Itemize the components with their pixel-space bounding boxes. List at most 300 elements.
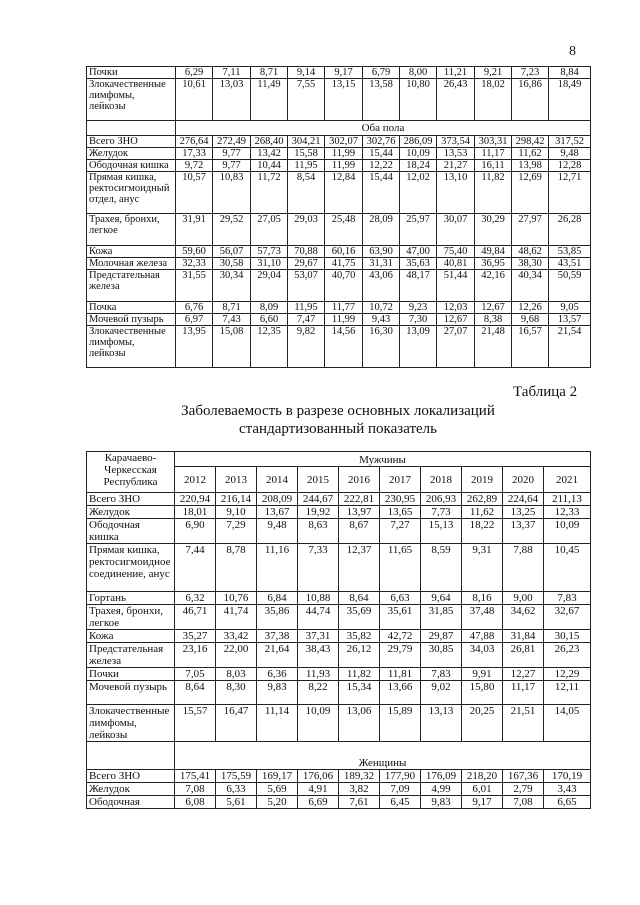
- table1-cell: 12,69: [512, 172, 549, 214]
- table2-cell: 8,67: [339, 519, 380, 544]
- table2-cell: 11,14: [257, 705, 298, 742]
- table1-cell: 11,99: [325, 148, 363, 160]
- table1-cell: 48,62: [512, 246, 549, 258]
- table1-row-label: Кожа: [87, 246, 176, 258]
- table2-cell: 12,11: [544, 681, 591, 705]
- table1-row: [87, 79, 591, 121]
- table1-cell: 49,84: [475, 246, 512, 258]
- table2-cell: 6,45: [380, 796, 421, 809]
- table2-cell: 15,57: [175, 705, 216, 742]
- table2-cell: 35,27: [175, 630, 216, 643]
- table2-cell: 8,16: [462, 592, 503, 605]
- table2-cell: 26,81: [503, 643, 544, 668]
- table2-row: [87, 493, 591, 506]
- table2-cell: 7,73: [421, 506, 462, 519]
- table1-row: [87, 246, 591, 258]
- table1-cell: 7,43: [213, 314, 251, 326]
- table1-cell: 13,98: [512, 160, 549, 172]
- table2-row-label: Прямая кишка, ректосигмоидное соединение, анус: [87, 544, 175, 592]
- table2-cell: 224,64: [503, 493, 544, 506]
- table2-row: [87, 544, 591, 592]
- table2-cell: 41,74: [216, 605, 257, 630]
- table1-cell: 9,14: [288, 67, 325, 79]
- table1-cell: 11,99: [325, 160, 363, 172]
- table1-cell: 15,44: [363, 172, 400, 214]
- table1-cell: 9,17: [325, 67, 363, 79]
- table2-cell: 6,84: [257, 592, 298, 605]
- table-2-subtitle: стандартизованный показатель: [238, 421, 438, 437]
- table2-cell: 4,99: [421, 783, 462, 796]
- table2-cell: 31,85: [421, 605, 462, 630]
- table1-cell: 8,71: [251, 67, 288, 79]
- table2-cell: 7,33: [298, 544, 339, 592]
- table2-cell: 11,65: [380, 544, 421, 592]
- table2-cell: 7,27: [380, 519, 421, 544]
- table1-cell: 40,70: [325, 270, 363, 302]
- table1-cell: 8,38: [475, 314, 512, 326]
- table1-cell: 29,52: [213, 214, 251, 246]
- table2-cell: 3,43: [544, 783, 591, 796]
- table1-cell: 18,49: [549, 79, 591, 121]
- table1-cell: 6,29: [176, 67, 213, 79]
- table1-row: [87, 160, 591, 172]
- table1-cell: 31,31: [363, 258, 400, 270]
- table2-cell: 177,90: [380, 770, 421, 783]
- table2-cell: 5,20: [257, 796, 298, 809]
- table2-cell: 13,67: [257, 506, 298, 519]
- table2-cell: 189,32: [339, 770, 380, 783]
- table1-row: [87, 148, 591, 160]
- table1-cell: 32,33: [176, 258, 213, 270]
- table1-row-label: Злокачественные лимфомы, лейкозы: [87, 79, 176, 121]
- table2-cell: 12,27: [503, 668, 544, 681]
- table1-row: [87, 258, 591, 270]
- table1-cell: 21,27: [437, 160, 475, 172]
- table1-cell: 9,72: [176, 160, 213, 172]
- table2-cell: 11,62: [462, 506, 503, 519]
- table2-year: 2015: [298, 467, 339, 493]
- table2-cell: 167,36: [503, 770, 544, 783]
- table1-cell: 9,48: [549, 148, 591, 160]
- table2-cell: 7,88: [503, 544, 544, 592]
- table2-cell: 9,64: [421, 592, 462, 605]
- table2-cell: 33,42: [216, 630, 257, 643]
- table2-cell: 6,65: [544, 796, 591, 809]
- table2-cell: 14,05: [544, 705, 591, 742]
- table2-cell: 18,01: [175, 506, 216, 519]
- table1-cell: 12,84: [325, 172, 363, 214]
- table1-cell: 302,07: [325, 136, 363, 148]
- table1-row-label: Желудок: [87, 148, 176, 160]
- table1-cell: 12,02: [400, 172, 437, 214]
- table1-row-label: Мочевой пузырь: [87, 314, 176, 326]
- table1-cell: 13,53: [437, 148, 475, 160]
- table2-row: [87, 705, 591, 742]
- table2-row-label: Желудок: [87, 506, 175, 519]
- table1-row: [87, 314, 591, 326]
- table1-cell: 10,44: [251, 160, 288, 172]
- table2-cell: 7,44: [175, 544, 216, 592]
- table1-row: [87, 136, 591, 148]
- table1-cell: 13,15: [325, 79, 363, 121]
- table-2-title: Заболеваемость в разрезе основных локализаций: [181, 403, 495, 419]
- table1-cell: 16,30: [363, 326, 400, 368]
- table2-cell: 37,38: [257, 630, 298, 643]
- table2-cell: 230,95: [380, 493, 421, 506]
- table2-cell: 35,61: [380, 605, 421, 630]
- table1-cell: 7,30: [400, 314, 437, 326]
- table2-year: 2021: [544, 467, 591, 493]
- table2-cell: 30,15: [544, 630, 591, 643]
- table1-cell: 42,16: [475, 270, 512, 302]
- table1-cell: 8,00: [400, 67, 437, 79]
- table1-cell: 13,58: [363, 79, 400, 121]
- table1-cell: 16,86: [512, 79, 549, 121]
- table1-cell: 29,67: [288, 258, 325, 270]
- table1-cell: 303,31: [475, 136, 512, 148]
- table1-cell: 9,43: [363, 314, 400, 326]
- table2-row-label: Мочевой пузырь: [87, 681, 175, 705]
- table2-cell: 11,17: [503, 681, 544, 705]
- table-1-continued: [86, 66, 591, 368]
- table1-cell: 30,58: [213, 258, 251, 270]
- table2-cell: 10,45: [544, 544, 591, 592]
- table2-cell: 6,90: [175, 519, 216, 544]
- table1-row-label: Ободочная кишка: [87, 160, 176, 172]
- table1-cell: 9,77: [213, 160, 251, 172]
- table1-cell: 272,49: [213, 136, 251, 148]
- table2-cell: 13,25: [503, 506, 544, 519]
- table2-row-label: Ободочная кишка: [87, 519, 175, 544]
- table2-row: [87, 770, 591, 783]
- table2-cell: 13,97: [339, 506, 380, 519]
- table2-cell: 10,09: [298, 705, 339, 742]
- table2-row: [87, 681, 591, 705]
- table1-cell: 13,95: [176, 326, 213, 368]
- table2-cell: 12,37: [339, 544, 380, 592]
- table2-cell: 42,72: [380, 630, 421, 643]
- table2-cell: 21,51: [503, 705, 544, 742]
- table1-row-label: Трахея, бронхи, легкое: [87, 214, 176, 246]
- table2-cell: 15,34: [339, 681, 380, 705]
- table2-row: [87, 796, 591, 809]
- table1-cell: 38,30: [512, 258, 549, 270]
- table1-cell: 12,03: [437, 302, 475, 314]
- table1-cell: 15,08: [213, 326, 251, 368]
- table1-cell: 48,17: [400, 270, 437, 302]
- table2-row: [87, 592, 591, 605]
- table1-row: [87, 302, 591, 314]
- table2-cell: 6,69: [298, 796, 339, 809]
- table1-cell: 41,75: [325, 258, 363, 270]
- table2-cell: 12,33: [544, 506, 591, 519]
- table1-cell: 60,16: [325, 246, 363, 258]
- table2-cell: 16,47: [216, 705, 257, 742]
- table1-cell: 8,71: [213, 302, 251, 314]
- table1-cell: 10,61: [176, 79, 213, 121]
- table1-cell: 16,57: [512, 326, 549, 368]
- table1-row: [87, 67, 591, 79]
- table2-cell: 11,16: [257, 544, 298, 592]
- table2-cell: 8,22: [298, 681, 339, 705]
- table1-row: [87, 172, 591, 214]
- table1-cell: 63,90: [363, 246, 400, 258]
- table1-cell: 30,07: [437, 214, 475, 246]
- table1-cell: 12,22: [363, 160, 400, 172]
- table2-year: 2017: [380, 467, 421, 493]
- table1-cell: 51,44: [437, 270, 475, 302]
- table2-year: 2019: [462, 467, 503, 493]
- table2-cell: 6,33: [216, 783, 257, 796]
- table1-row-label: Прямая кишка, ректосигмоидный отдел, анус: [87, 172, 176, 214]
- table1-cell: 6,97: [176, 314, 213, 326]
- table1-cell: 16,11: [475, 160, 512, 172]
- table2-cell: 8,64: [339, 592, 380, 605]
- table2-cell: 6,32: [175, 592, 216, 605]
- table-2-label: Таблица 2: [513, 384, 578, 400]
- table2-cell: 34,62: [503, 605, 544, 630]
- table2-row: [87, 519, 591, 544]
- table2-cell: 11,93: [298, 668, 339, 681]
- table2-cell: 46,71: [175, 605, 216, 630]
- table1-cell: 30,29: [475, 214, 512, 246]
- table1-cell: 13,42: [251, 148, 288, 160]
- table1-cell: 17,33: [176, 148, 213, 160]
- table2-cell: 37,48: [462, 605, 503, 630]
- table1-cell: 53,85: [549, 246, 591, 258]
- table2-cell: 7,08: [503, 796, 544, 809]
- table1-cell: 10,72: [363, 302, 400, 314]
- table1-cell: 11,77: [325, 302, 363, 314]
- table1-cell: 12,28: [549, 160, 591, 172]
- table1-cell: 36,95: [475, 258, 512, 270]
- table2-row-label: Ободочная: [87, 796, 175, 809]
- table2-cell: 9,83: [257, 681, 298, 705]
- table1-cell: 21,54: [549, 326, 591, 368]
- table1-cell: 27,07: [437, 326, 475, 368]
- table2-women-section-row: [87, 742, 591, 770]
- table2-cell: 35,82: [339, 630, 380, 643]
- table1-cell: 40,81: [437, 258, 475, 270]
- table2-cell: 218,20: [462, 770, 503, 783]
- table2-cell: 19,92: [298, 506, 339, 519]
- table2-cell: 6,63: [380, 592, 421, 605]
- table1-cell: 11,99: [325, 314, 363, 326]
- table1-cell: 286,09: [400, 136, 437, 148]
- table2-cell: 6,01: [462, 783, 503, 796]
- table2-year: 2014: [257, 467, 298, 493]
- table1-cell: 12,35: [251, 326, 288, 368]
- table1-cell: 43,51: [549, 258, 591, 270]
- table2-row-label: Желудок: [87, 783, 175, 796]
- table2-cell: 35,86: [257, 605, 298, 630]
- table1-cell: 10,80: [400, 79, 437, 121]
- table1-cell: 43,06: [363, 270, 400, 302]
- table2-cell: 11,82: [339, 668, 380, 681]
- table1-cell: 31,91: [176, 214, 213, 246]
- table1-cell: 53,07: [288, 270, 325, 302]
- table-2: [86, 451, 591, 809]
- table1-cell: 14,56: [325, 326, 363, 368]
- table1-cell: 6,76: [176, 302, 213, 314]
- table2-cell: 216,14: [216, 493, 257, 506]
- table1-cell: 6,79: [363, 67, 400, 79]
- table2-cell: 20,25: [462, 705, 503, 742]
- table2-row-label: Злокачественные лимфомы, лейкозы: [87, 705, 175, 742]
- table2-cell: 222,81: [339, 493, 380, 506]
- table1-row: [87, 270, 591, 302]
- table2-cell: 7,29: [216, 519, 257, 544]
- table2-row-label: Предстательная железа: [87, 643, 175, 668]
- table2-cell: 3,82: [339, 783, 380, 796]
- table1-cell: 26,28: [549, 214, 591, 246]
- table1-cell: 9,23: [400, 302, 437, 314]
- table2-cell: 13,66: [380, 681, 421, 705]
- table2-cell: 10,88: [298, 592, 339, 605]
- table2-year: 2020: [503, 467, 544, 493]
- table2-cell: 170,19: [544, 770, 591, 783]
- table2-cell: 11,81: [380, 668, 421, 681]
- table1-cell: 9,82: [288, 326, 325, 368]
- table1-cell: 317,52: [549, 136, 591, 148]
- table2-cell: 9,31: [462, 544, 503, 592]
- table1-cell: 11,72: [251, 172, 288, 214]
- table2-row: [87, 506, 591, 519]
- table2-cell: 9,00: [503, 592, 544, 605]
- table2-cell: 10,76: [216, 592, 257, 605]
- table1-cell: 7,47: [288, 314, 325, 326]
- table1-row-label: Почка: [87, 302, 176, 314]
- table1-cell: 10,83: [213, 172, 251, 214]
- table1-cell: 8,09: [251, 302, 288, 314]
- table1-cell: 13,03: [213, 79, 251, 121]
- table2-cell: 35,69: [339, 605, 380, 630]
- table1-cell: 268,40: [251, 136, 288, 148]
- table1-cell: 15,58: [288, 148, 325, 160]
- table2-cell: 7,05: [175, 668, 216, 681]
- table1-cell: 59,60: [176, 246, 213, 258]
- table1-row-label: Предстательная железа: [87, 270, 176, 302]
- table1-row: [87, 214, 591, 246]
- table2-cell: 13,37: [503, 519, 544, 544]
- table1-cell: 25,97: [400, 214, 437, 246]
- table2-cell: 9,83: [421, 796, 462, 809]
- table1-cell: 9,68: [512, 314, 549, 326]
- table2-cell: 5,61: [216, 796, 257, 809]
- table2-section-men: Мужчины: [175, 452, 591, 467]
- table2-year: 2016: [339, 467, 380, 493]
- table2-cell: 175,59: [216, 770, 257, 783]
- table2-cell: 8,64: [175, 681, 216, 705]
- table1-cell: 11,82: [475, 172, 512, 214]
- table2-year: 2013: [216, 467, 257, 493]
- table2-cell: 30,85: [421, 643, 462, 668]
- table1-cell: 11,62: [512, 148, 549, 160]
- table2-row-label: Всего ЗНО: [87, 770, 175, 783]
- table2-cell: 12,29: [544, 668, 591, 681]
- table1-cell: 75,40: [437, 246, 475, 258]
- table2-cell: 8,03: [216, 668, 257, 681]
- table2-cell: 13,13: [421, 705, 462, 742]
- table2-row-label: Почки: [87, 668, 175, 681]
- table1-cell: 29,03: [288, 214, 325, 246]
- table1-cell: 56,07: [213, 246, 251, 258]
- table2-cell: 26,12: [339, 643, 380, 668]
- table1-cell: 7,23: [512, 67, 549, 79]
- table2-cell: 206,93: [421, 493, 462, 506]
- table2-row: [87, 783, 591, 796]
- table2-cell: 38,43: [298, 643, 339, 668]
- table2-cell: 10,09: [544, 519, 591, 544]
- table2-cell: 31,84: [503, 630, 544, 643]
- table2-row-label: Трахея, бронхи, легкое: [87, 605, 175, 630]
- table1-cell: 31,10: [251, 258, 288, 270]
- table2-cell: 6,08: [175, 796, 216, 809]
- table2-cell: 29,87: [421, 630, 462, 643]
- table1-cell: 18,02: [475, 79, 512, 121]
- table2-row: [87, 605, 591, 630]
- table1-cell: 9,05: [549, 302, 591, 314]
- table2-cell: 32,67: [544, 605, 591, 630]
- table1-cell: 298,42: [512, 136, 549, 148]
- table1-cell: 6,60: [251, 314, 288, 326]
- table1-cell: 50,59: [549, 270, 591, 302]
- table1-cell: 31,55: [176, 270, 213, 302]
- table2-header-row: [87, 452, 591, 467]
- table1-section-label: Оба пола: [176, 121, 591, 136]
- table2-cell: 34,03: [462, 643, 503, 668]
- table2-cell: 9,02: [421, 681, 462, 705]
- table2-cell: 6,36: [257, 668, 298, 681]
- table2-row-label: Всего ЗНО: [87, 493, 175, 506]
- table1-section-empty: [87, 121, 176, 136]
- table1-row-label: Злокачественные лимфомы, лейкозы: [87, 326, 176, 368]
- table2-year: 2018: [421, 467, 462, 493]
- table1-cell: 57,73: [251, 246, 288, 258]
- table2-cell: 8,78: [216, 544, 257, 592]
- table1-cell: 28,09: [363, 214, 400, 246]
- table1-cell: 15,44: [363, 148, 400, 160]
- table2-cell: 9,91: [462, 668, 503, 681]
- table1-cell: 7,55: [288, 79, 325, 121]
- table2-cell: 22,00: [216, 643, 257, 668]
- table1-cell: 12,67: [475, 302, 512, 314]
- table1-cell: 373,54: [437, 136, 475, 148]
- table2-cell: 37,31: [298, 630, 339, 643]
- table1-cell: 27,05: [251, 214, 288, 246]
- table1-cell: 70,88: [288, 246, 325, 258]
- table2-cell: 7,83: [544, 592, 591, 605]
- table1-cell: 8,84: [549, 67, 591, 79]
- table2-cell: 208,09: [257, 493, 298, 506]
- table1-cell: 26,43: [437, 79, 475, 121]
- table1-cell: 11,21: [437, 67, 475, 79]
- table1-cell: 27,97: [512, 214, 549, 246]
- table2-cell: 15,89: [380, 705, 421, 742]
- table1-cell: 12,67: [437, 314, 475, 326]
- table2-cell: 7,61: [339, 796, 380, 809]
- table1-cell: 13,10: [437, 172, 475, 214]
- table2-cell: 8,63: [298, 519, 339, 544]
- table2-cell: 15,13: [421, 519, 462, 544]
- table1-cell: 10,57: [176, 172, 213, 214]
- table1-row-label: Почки: [87, 67, 176, 79]
- table1-cell: 30,34: [213, 270, 251, 302]
- table2-cell: 176,09: [421, 770, 462, 783]
- table2-cell: 262,89: [462, 493, 503, 506]
- table2-cell: 13,65: [380, 506, 421, 519]
- table2-row-label: Гортань: [87, 592, 175, 605]
